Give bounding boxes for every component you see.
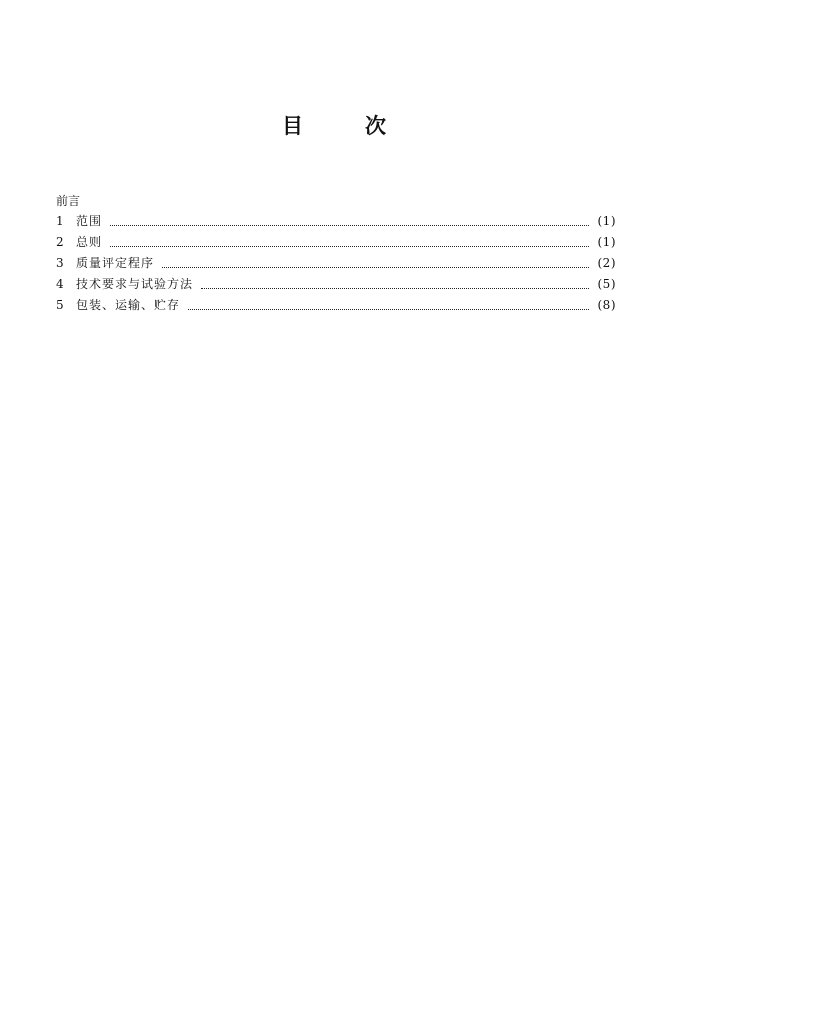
toc-page-reference: (1) bbox=[597, 214, 616, 228]
toc-entry-title: 范围 bbox=[76, 214, 103, 228]
contents-title-char-2: 次 bbox=[365, 114, 386, 138]
toc-entry-1 bbox=[56, 211, 616, 232]
toc-entry-title: 技术要求与试验方法 bbox=[76, 277, 194, 291]
toc-entry-2 bbox=[56, 232, 616, 253]
toc-entry-5 bbox=[56, 295, 616, 316]
toc-entry-4 bbox=[56, 274, 616, 295]
toc-entry-number: 4 bbox=[56, 277, 64, 291]
toc-dot-leader bbox=[110, 234, 589, 247]
table-of-contents bbox=[56, 191, 616, 316]
toc-entry-title: 包装、运输、贮存 bbox=[76, 298, 181, 312]
toc-page-reference: (1) bbox=[597, 235, 616, 249]
toc-entry-title: 质量评定程序 bbox=[76, 256, 155, 270]
toc-entry-number: 3 bbox=[56, 256, 64, 270]
toc-dot-leader bbox=[110, 213, 589, 226]
toc-dot-leader bbox=[162, 255, 589, 268]
toc-dot-leader bbox=[188, 297, 589, 310]
toc-foreword: 前言 bbox=[56, 194, 81, 208]
contents-title-char-1: 目 bbox=[282, 114, 303, 138]
toc-page-reference: (2) bbox=[597, 256, 616, 270]
toc-page-reference: (5) bbox=[597, 277, 616, 291]
contents-title bbox=[0, 111, 668, 141]
toc-page-reference: (8) bbox=[597, 298, 616, 312]
toc-entry-title: 总则 bbox=[76, 235, 103, 249]
toc-entry-number: 2 bbox=[56, 235, 64, 249]
toc-entry-number: 5 bbox=[56, 298, 64, 312]
toc-dot-leader bbox=[201, 276, 589, 289]
toc-entry-number: 1 bbox=[56, 214, 64, 228]
toc-entry-3 bbox=[56, 253, 616, 274]
